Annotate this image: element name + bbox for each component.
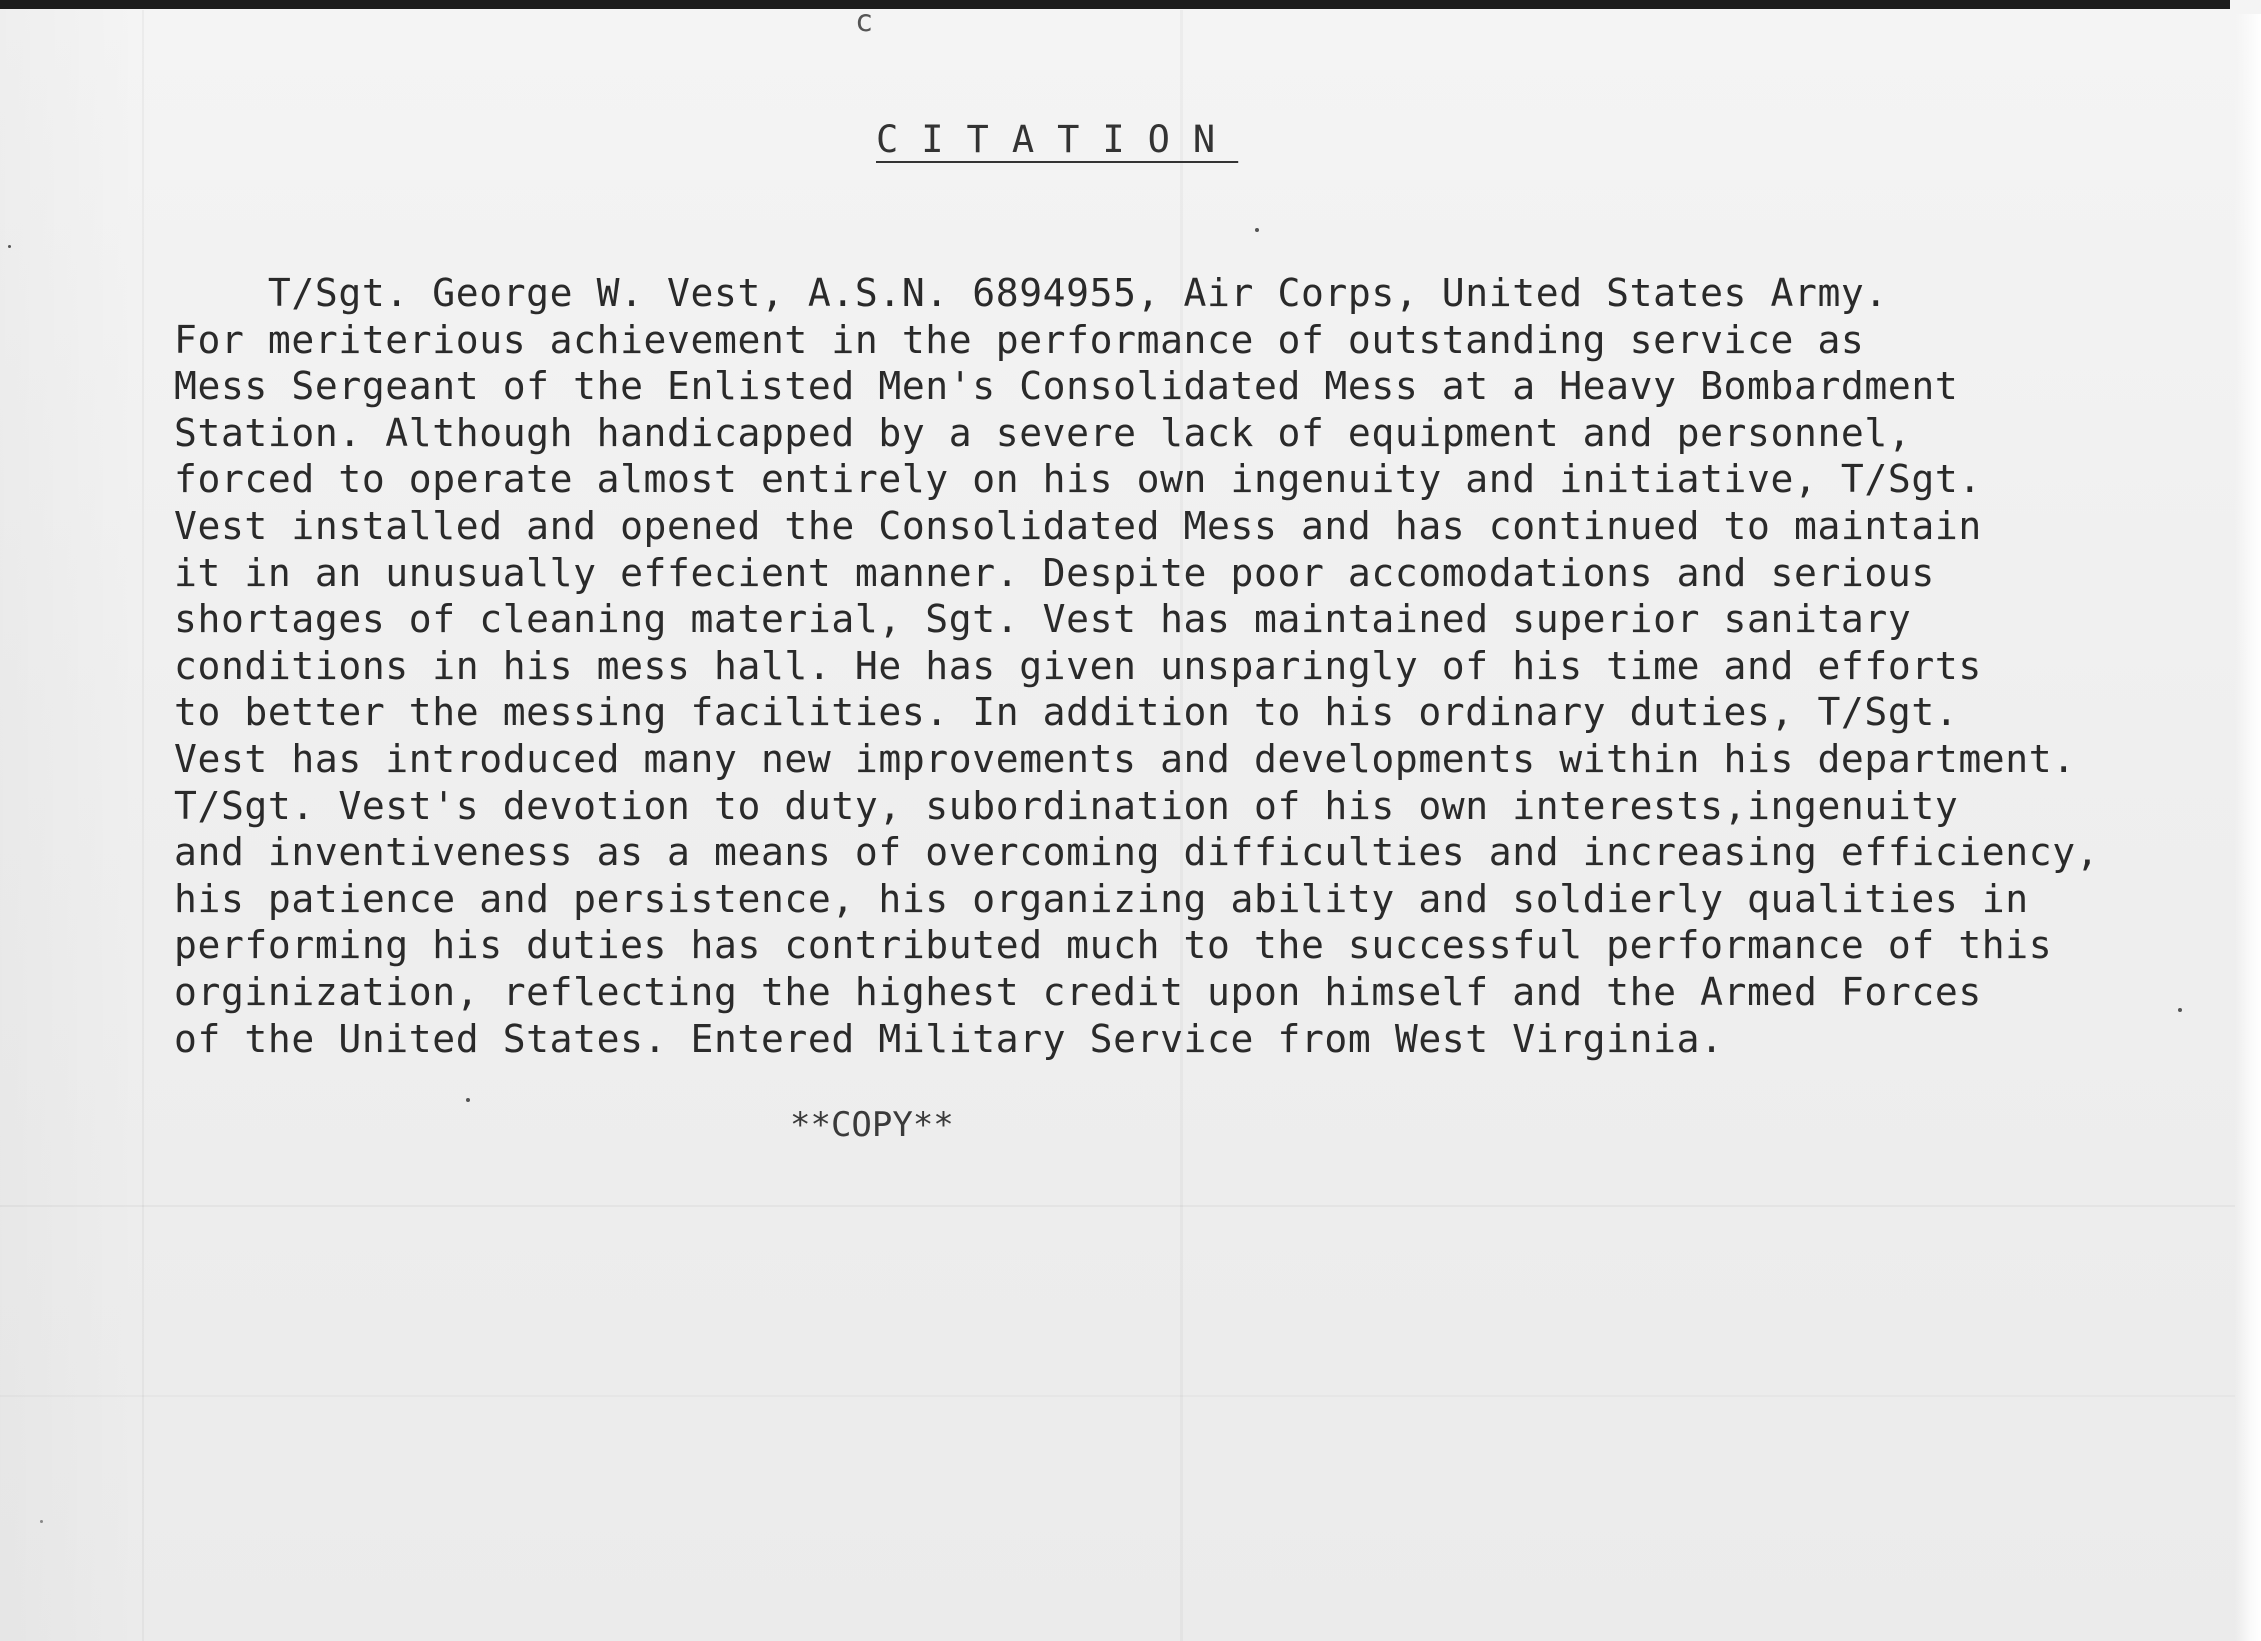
body-line: forced to operate almost entirely on his own ingenuity and initiative, T/Sgt. xyxy=(174,457,1982,502)
body-line: and inventiveness as a means of overcoming difficulties and increasing efficiency, xyxy=(174,830,2100,875)
body-line: Vest installed and opened the Consolidated Mess and has continued to maintain xyxy=(174,503,1982,548)
body-line: it in an unusually effecient manner. Despite poor accomodations and serious xyxy=(174,550,1935,595)
document-title: CITATION xyxy=(876,118,1239,161)
page-top-edge xyxy=(0,0,2230,9)
body-line: orginization, reflecting the highest credit upon himself and the Armed Forces xyxy=(174,969,1982,1014)
corner-mark: c xyxy=(855,4,874,39)
body-line: of the United States. Entered Military Service from West Virginia. xyxy=(174,1016,1724,1061)
copy-mark: **COPY** xyxy=(790,1105,954,1145)
body-line: his patience and persistence, his organizing ability and soldierly qualities in xyxy=(174,876,2029,921)
paper-speck xyxy=(466,1098,470,1102)
paper-speck xyxy=(1255,228,1259,232)
body-line: conditions in his mess hall. He has given unsparingly of his time and efforts xyxy=(174,643,1982,688)
body-line: performing his duties has contributed much to the successful performance of this xyxy=(174,923,2053,968)
body-line: T/Sgt. Vest's devotion to duty, subordination of his own interests,ingenuity xyxy=(174,783,1959,828)
body-line: T/Sgt. George W. Vest, A.S.N. 6894955, Air Corps, United States Army. xyxy=(174,271,1888,315)
page-right-edge xyxy=(2235,14,2261,1641)
paper-speck xyxy=(40,1520,43,1523)
body-line: For meriterious achievement in the performance of outstanding service as xyxy=(174,317,1865,362)
body-line: to better the messing facilities. In addition to his ordinary duties, T/Sgt. xyxy=(174,690,1959,735)
paper-fold-line xyxy=(0,1205,2235,1207)
body-line: Mess Sergeant of the Enlisted Men's Consolidated Mess at a Heavy Bombardment xyxy=(174,364,1959,409)
body-line: Vest has introduced many new improvements and developments within his department. xyxy=(174,736,2076,781)
citation-body xyxy=(174,270,2214,1062)
body-line: Station. Although handicapped by a severe lack of equipment and personnel, xyxy=(174,410,1912,455)
paper-fold-line xyxy=(0,1395,2235,1397)
body-line: shortages of cleaning material, Sgt. Vest has maintained superior sanitary xyxy=(174,597,1912,642)
paper-speck xyxy=(8,245,11,248)
